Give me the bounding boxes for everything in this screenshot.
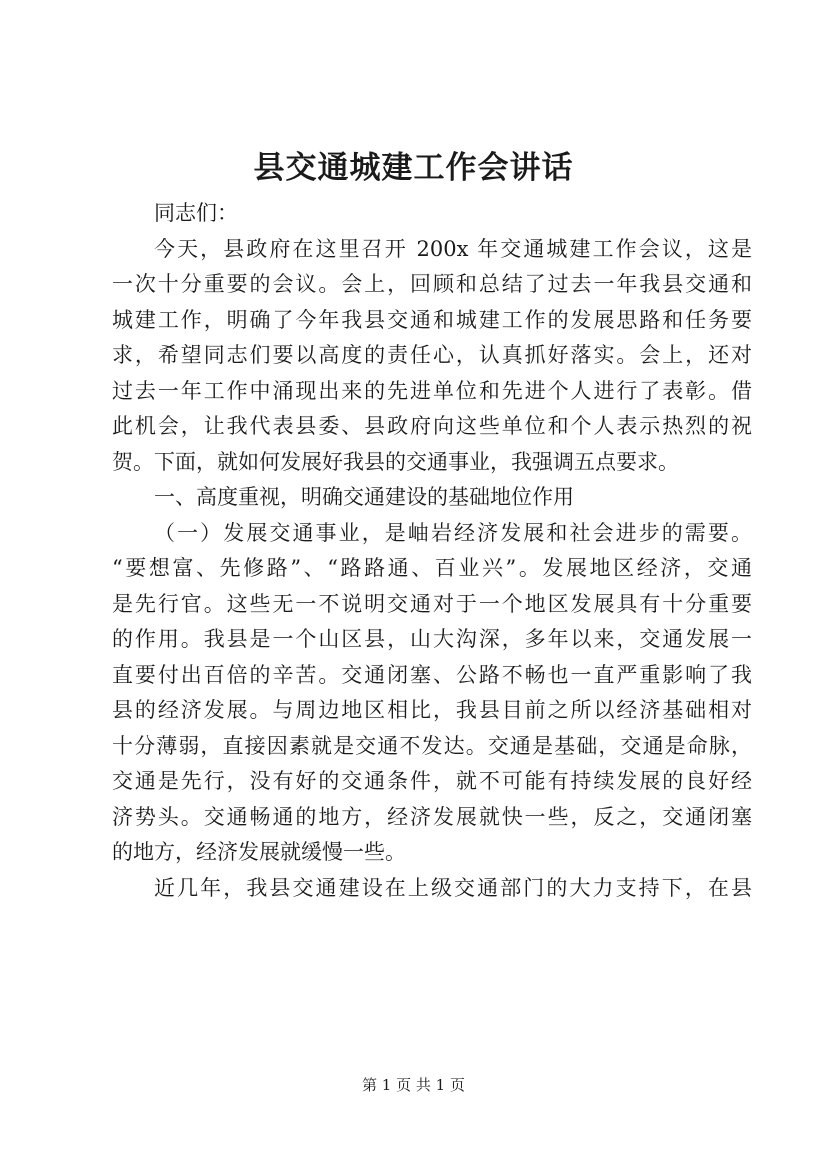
body-line: 过去一年工作中涌现出来的先进单位和先进个人进行了表彰。借 [112,378,752,403]
body-line: 一次十分重要的会议。会上，回顾和总结了过去一年我县交通和 [112,272,752,296]
body-line: 一、高度重视，明确交通建设的基础地位作用 [154,485,574,509]
body-line: 十分薄弱，直接因素就是交通不发达。交通是基础，交通是命脉， [112,733,752,758]
body-line: 的作用。我县是一个山区县，山大沟深，多年以来，交通发展一 [112,627,752,651]
document-title: 县交通城建工作会讲话 [253,150,574,186]
body-line: 近几年，我县交通建设在上级交通部门的大力支持下，在县 [154,875,752,900]
body-line: 是先行官。这些无一不说明交通对于一个地区发展具有十分重要 [112,591,752,616]
body-line: 城建工作，明确了今年我县交通和城建工作的发展思路和任务要 [112,307,752,332]
body-line: 直要付出百倍的辛苦。交通闭塞、公路不畅也一直严重影响了我 [112,662,752,687]
body-line: 同志们： [154,201,238,225]
body-line: “要想富、先修路”、“路路通、百业兴”。发展地区经济，交通 [112,556,752,580]
body-line: 济势头。交通畅通的地方，经济发展就快一些，反之，交通闭塞 [112,804,752,829]
body-line: 此机会，让我代表县委、县政府向这些单位和个人表示热烈的祝 [112,414,752,438]
body-line: （一）发展交通事业，是岫岩经济发展和社会进步的需要。 [154,520,752,545]
body-line: 今天，县政府在这里召开 200x 年交通城建工作会议，这是 [154,236,752,261]
body-line: 求，希望同志们要以高度的责任心，认真抓好落实。会上，还对 [112,343,752,367]
body-line: 县的经济发展。与周边地区相比，我县目前之所以经济基础相对 [112,698,752,722]
body-line: 贺。下面，就如何发展好我县的交通事业，我强调五点要求。 [112,449,679,474]
body-line: 的地方，经济发展就缓慢一些。 [112,840,406,864]
document-body [112,196,752,906]
body-line: 交通是先行，没有好的交通条件，就不可能有持续发展的良好经 [112,769,752,793]
page-footer: 第 1 页 共 1 页 [362,1076,465,1094]
